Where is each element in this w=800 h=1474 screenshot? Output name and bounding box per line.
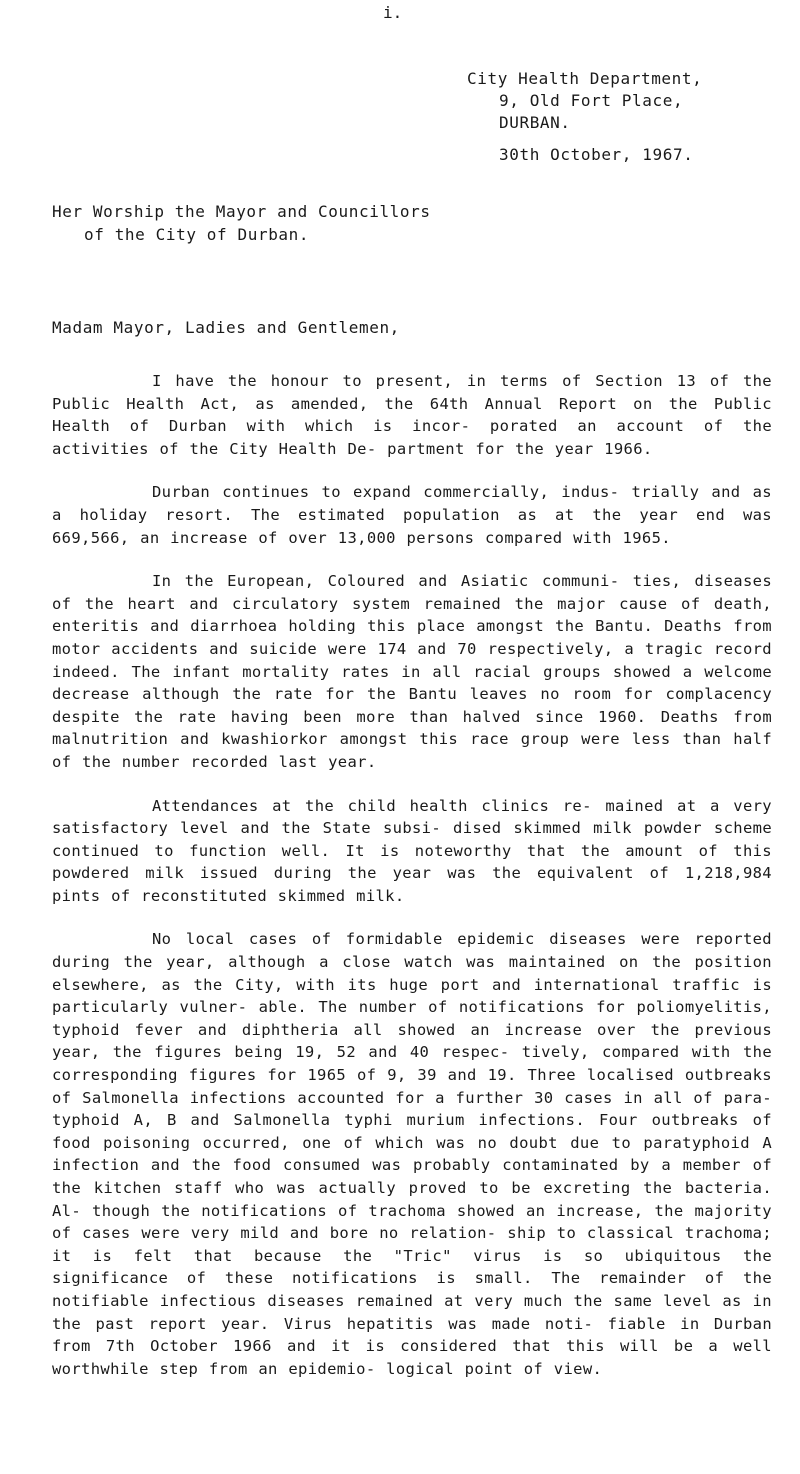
sender-address bbox=[467, 68, 702, 166]
page-number: i. bbox=[383, 3, 403, 22]
addressee-line-1: Her Worship the Mayor and Councillors bbox=[52, 202, 431, 221]
letter-date: 30th October, 1967. bbox=[499, 145, 694, 164]
addressee-block bbox=[52, 200, 431, 246]
paragraph-mortality: In the European, Coloured and Asiatic communi- ties, diseases of the heart and circulatory system remained the major cause of death, enteritis and diarrhoea holding this place amongst the Bantu. Deaths from motor accidents and suicide were 174 and 70 respectively, a tragic record indeed. The infant mortality rates in all racial groups showed a welcome decrease although the rate for the Bantu leaves no room for complacency despite the rate having been more than halved since 1960. Deaths from malnutrition and kwashiorkor amongst this race group were less than half of the number recorded last year. bbox=[52, 572, 772, 771]
paragraph-infectious-diseases: No local cases of formidable epidemic diseases were reported during the year, although a close watch was maintained on the position elsewhere, as the City, with its huge port and international traffic is particularly vulner- able. The number of notifications for poliomyelitis, typhoid fever and diphtheria all showed an increase over the previous year, the figures being 19, 52 and 40 respec- tively, compared with the corresponding figures for 1965 of 9, 39 and 19. Three localised outbreaks of Salmonella infections accounted for a further 30 cases in all of para- typhoid A, B and Salmonella typhi murium infections. Four outbreaks of food poisoning occurred, one of which was no doubt due to paratyphoid A infection and the food consumed was probably contaminated by a member of the kitchen staff who was actually proved to be excreting the bacteria. Al- though the notifications of trachoma showed an increase, the majority of cases were very mild and bore no relation- ship to classical trachoma; it is felt that because the "Tric" virus is so ubiquitous the significance of these notifications is small. The remainder of the notifiable infectious diseases remained at very much the same level as in the past report year. Virus hepatitis was made noti- fiable in Durban from 7th October 1966 and it is considered that this will be a well worthwhile step from an epidemio- logical point of view. bbox=[52, 930, 772, 1378]
paragraph-child-health: Attendances at the child health clinics re- mained at a very satisfactory level and the State subsi- dised skimmed milk powder scheme continued to function well. It is noteworthy that the amount of this powdered milk issued during the year was the equivalent of 1,218,984 pints of reconstituted skimmed milk. bbox=[52, 796, 772, 905]
paragraph-population: Durban continues to expand commercially, indus- trially and as a holiday resort. The estimated population as at the year end was 669,566, an increase of over 13,000 persons compared with 1965. bbox=[52, 483, 772, 547]
address-line-department: City Health Department, bbox=[467, 69, 703, 88]
letter-body bbox=[52, 370, 772, 1401]
address-line-street: 9, Old Fort Place, bbox=[499, 91, 684, 110]
addressee-line-2: of the City of Durban. bbox=[84, 225, 310, 244]
address-line-city: DURBAN. bbox=[499, 113, 571, 132]
paragraph-introduction: I have the honour to present, in terms of Section 13 of the Public Health Act, as amended, the 64th Annual Report on the Public Health of Durban with which is incor- porated an account of the activities of the City Health De- partment for the year 1966. bbox=[52, 372, 772, 458]
greeting: Madam Mayor, Ladies and Gentlemen, bbox=[52, 318, 400, 337]
